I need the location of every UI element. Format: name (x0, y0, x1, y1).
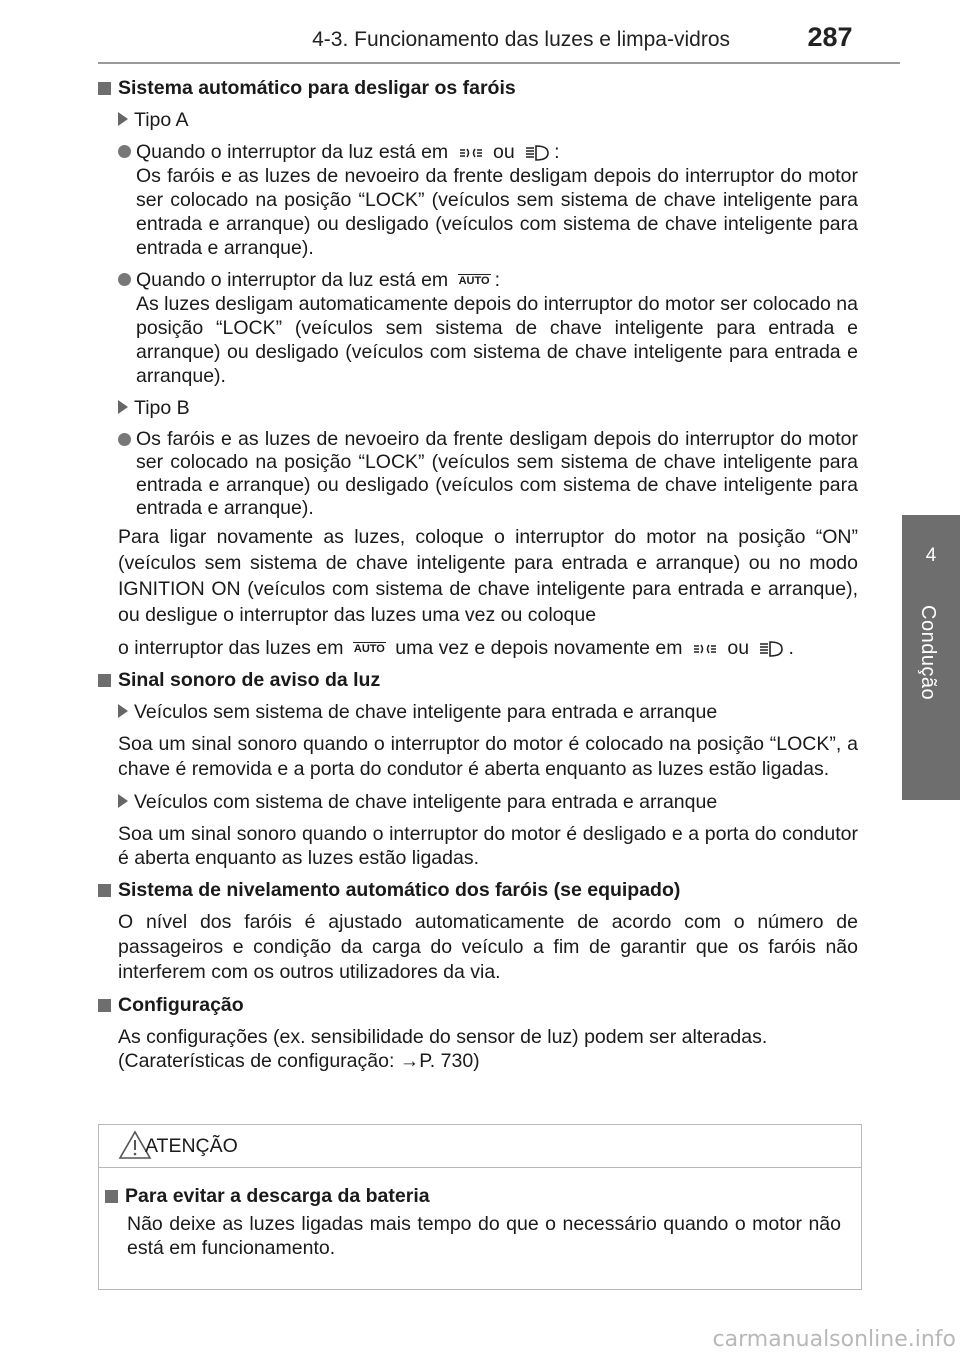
square-bullet-icon (98, 884, 111, 897)
section-heading-customization (98, 993, 858, 1017)
warning-title: ATENÇÃO (145, 1135, 238, 1157)
square-bullet-icon (98, 999, 111, 1012)
paragraph-text: Soa um sinal sonoro quando o interruptor do motor é desligado e a porta do condutor é aberta enquanto as luzes estão ligadas. (118, 823, 858, 869)
bullet-colon: : (554, 141, 560, 163)
bullet-item (98, 140, 858, 260)
round-bullet-icon (118, 433, 131, 446)
bullet-colon: : (494, 269, 500, 291)
page-header (0, 0, 900, 60)
bullet-item (98, 428, 858, 520)
bullet-item (98, 268, 858, 388)
subheading-no-smart-key (98, 700, 858, 724)
subheading-tipo-a (98, 108, 858, 132)
paragraph-text: O nível dos faróis é ajustado automaticamente de acordo com o número de passageiros e condição da carga do veículo a fim de garantir que os faróis não interferem com os outros utilizadores da via. (118, 911, 858, 983)
paragraph-text: As configurações (ex. sensibilidade do sensor de luz) podem ser alteradas. (118, 1026, 768, 1048)
paragraph-text: o interruptor das luzes em (118, 637, 344, 659)
chapter-tab-block (902, 515, 960, 800)
subheading-label: Veículos com sistema de chave inteligente para entrada e arranque (134, 791, 718, 813)
triangle-bullet-icon (118, 704, 128, 718)
chapter-title: 4-3. Funcionamento das luzes e limpa-vidros (312, 28, 730, 51)
section-title: Configuração (118, 994, 244, 1016)
subheading-label: Tipo B (134, 397, 190, 419)
bullet-body: As luzes desligam automaticamente depois do interruptor do motor ser colocado na posição “LOCK” (veículos sem sistema de chave inteligente para entrada e arranque) ou desligado (veículos com sistema de chave inteligente para entrada e arranque). (136, 293, 858, 387)
main-content (98, 76, 858, 1073)
chapter-tab-number: 4 (925, 545, 937, 566)
chapter-tab-label: Condução (917, 605, 939, 701)
warning-text: Não deixe as luzes ligadas mais tempo do que o necessário quando o motor não está em funcionamento. (127, 1213, 841, 1259)
paragraph-text: . (788, 637, 794, 659)
paragraph-relight (98, 524, 858, 628)
section-title: Sistema automático para desligar os faróis (118, 77, 516, 99)
round-bullet-icon (118, 145, 131, 158)
square-bullet-icon (98, 674, 111, 687)
header-divider (98, 62, 900, 64)
auto-light-icon: AUTO (353, 643, 385, 656)
bullet-lead: Quando o interruptor da luz está em (136, 141, 449, 163)
bullet-or: ou (493, 141, 515, 163)
headlight-icon (524, 144, 550, 162)
section-heading-leveling (98, 878, 858, 902)
page-number: 287 (807, 22, 853, 52)
watermark: carmanualsonline.info (712, 1327, 956, 1352)
subheading-label: Tipo A (134, 109, 189, 131)
parking-light-icon (692, 640, 718, 658)
square-bullet-icon (105, 1190, 118, 1203)
square-bullet-icon (98, 82, 111, 95)
subheading-tipo-b (98, 396, 858, 420)
section-title: Sistema de nivelamento automático dos faróis (se equipado) (118, 879, 681, 901)
warning-header (99, 1125, 861, 1168)
subheading-label: Veículos sem sistema de chave inteligente para entrada e arranque (134, 701, 718, 723)
paragraph-text: uma vez e depois novamente em (395, 637, 683, 659)
warning-body (99, 1168, 861, 1260)
chapter-side-tab (902, 0, 960, 1360)
auto-light-icon: AUTO (458, 275, 490, 288)
paragraph-text: Para ligar novamente as luzes, coloque o interruptor do motor na posição “ON” (veículos sem sistema de chave inteligente para entrada e arranque) ou no modo IGNITION ON (veículos com sistema de chave inteligente para entrada e arranque), ou desligue o interruptor das luzes uma vez ou coloque (118, 526, 858, 626)
triangle-bullet-icon (118, 112, 128, 126)
section-title: Para evitar a descarga da bateria (125, 1185, 430, 1207)
triangle-bullet-icon (118, 400, 128, 414)
warning-box (98, 1124, 862, 1290)
parking-light-icon (458, 144, 484, 162)
section-heading-light-reminder (98, 668, 858, 692)
paragraph-text: Soa um sinal sonoro quando o interruptor do motor é colocado na posição “LOCK”, a chave é removida e a porta do condutor é aberta enquanto as luzes estão ligadas. (118, 733, 858, 780)
section-heading-auto-off (98, 76, 858, 100)
bullet-body: Os faróis e as luzes de nevoeiro da frente desligam depois do interruptor do motor ser colocado na posição “LOCK” (veículos sem sistema de chave inteligente para entrada e arranque) ou desligado (veículos com sistema de chave inteligente para entrada e arranque). (136, 165, 858, 259)
paragraph-relight-tail (98, 636, 858, 660)
triangle-bullet-icon (118, 794, 128, 808)
round-bullet-icon (118, 273, 131, 286)
bullet-body: Os faróis e as luzes de nevoeiro da frente desligam depois do interruptor do motor ser colocado na posição “LOCK” (veículos sem sistema de chave inteligente para entrada e arranque) ou desligado (veículos com sistema de chave inteligente para entrada e arranque). (136, 428, 858, 519)
subheading-smart-key (98, 790, 858, 814)
section-title: Sinal sonoro de aviso da luz (118, 669, 381, 691)
paragraph-text: ou (727, 637, 750, 659)
headlight-icon (758, 640, 784, 658)
paragraph-customization (98, 1025, 858, 1073)
bullet-lead: Quando o interruptor da luz está em (136, 269, 449, 291)
paragraph-text: (Caraterísticas de configuração: →P. 730) (118, 1050, 480, 1072)
warning-section-heading (105, 1184, 841, 1208)
